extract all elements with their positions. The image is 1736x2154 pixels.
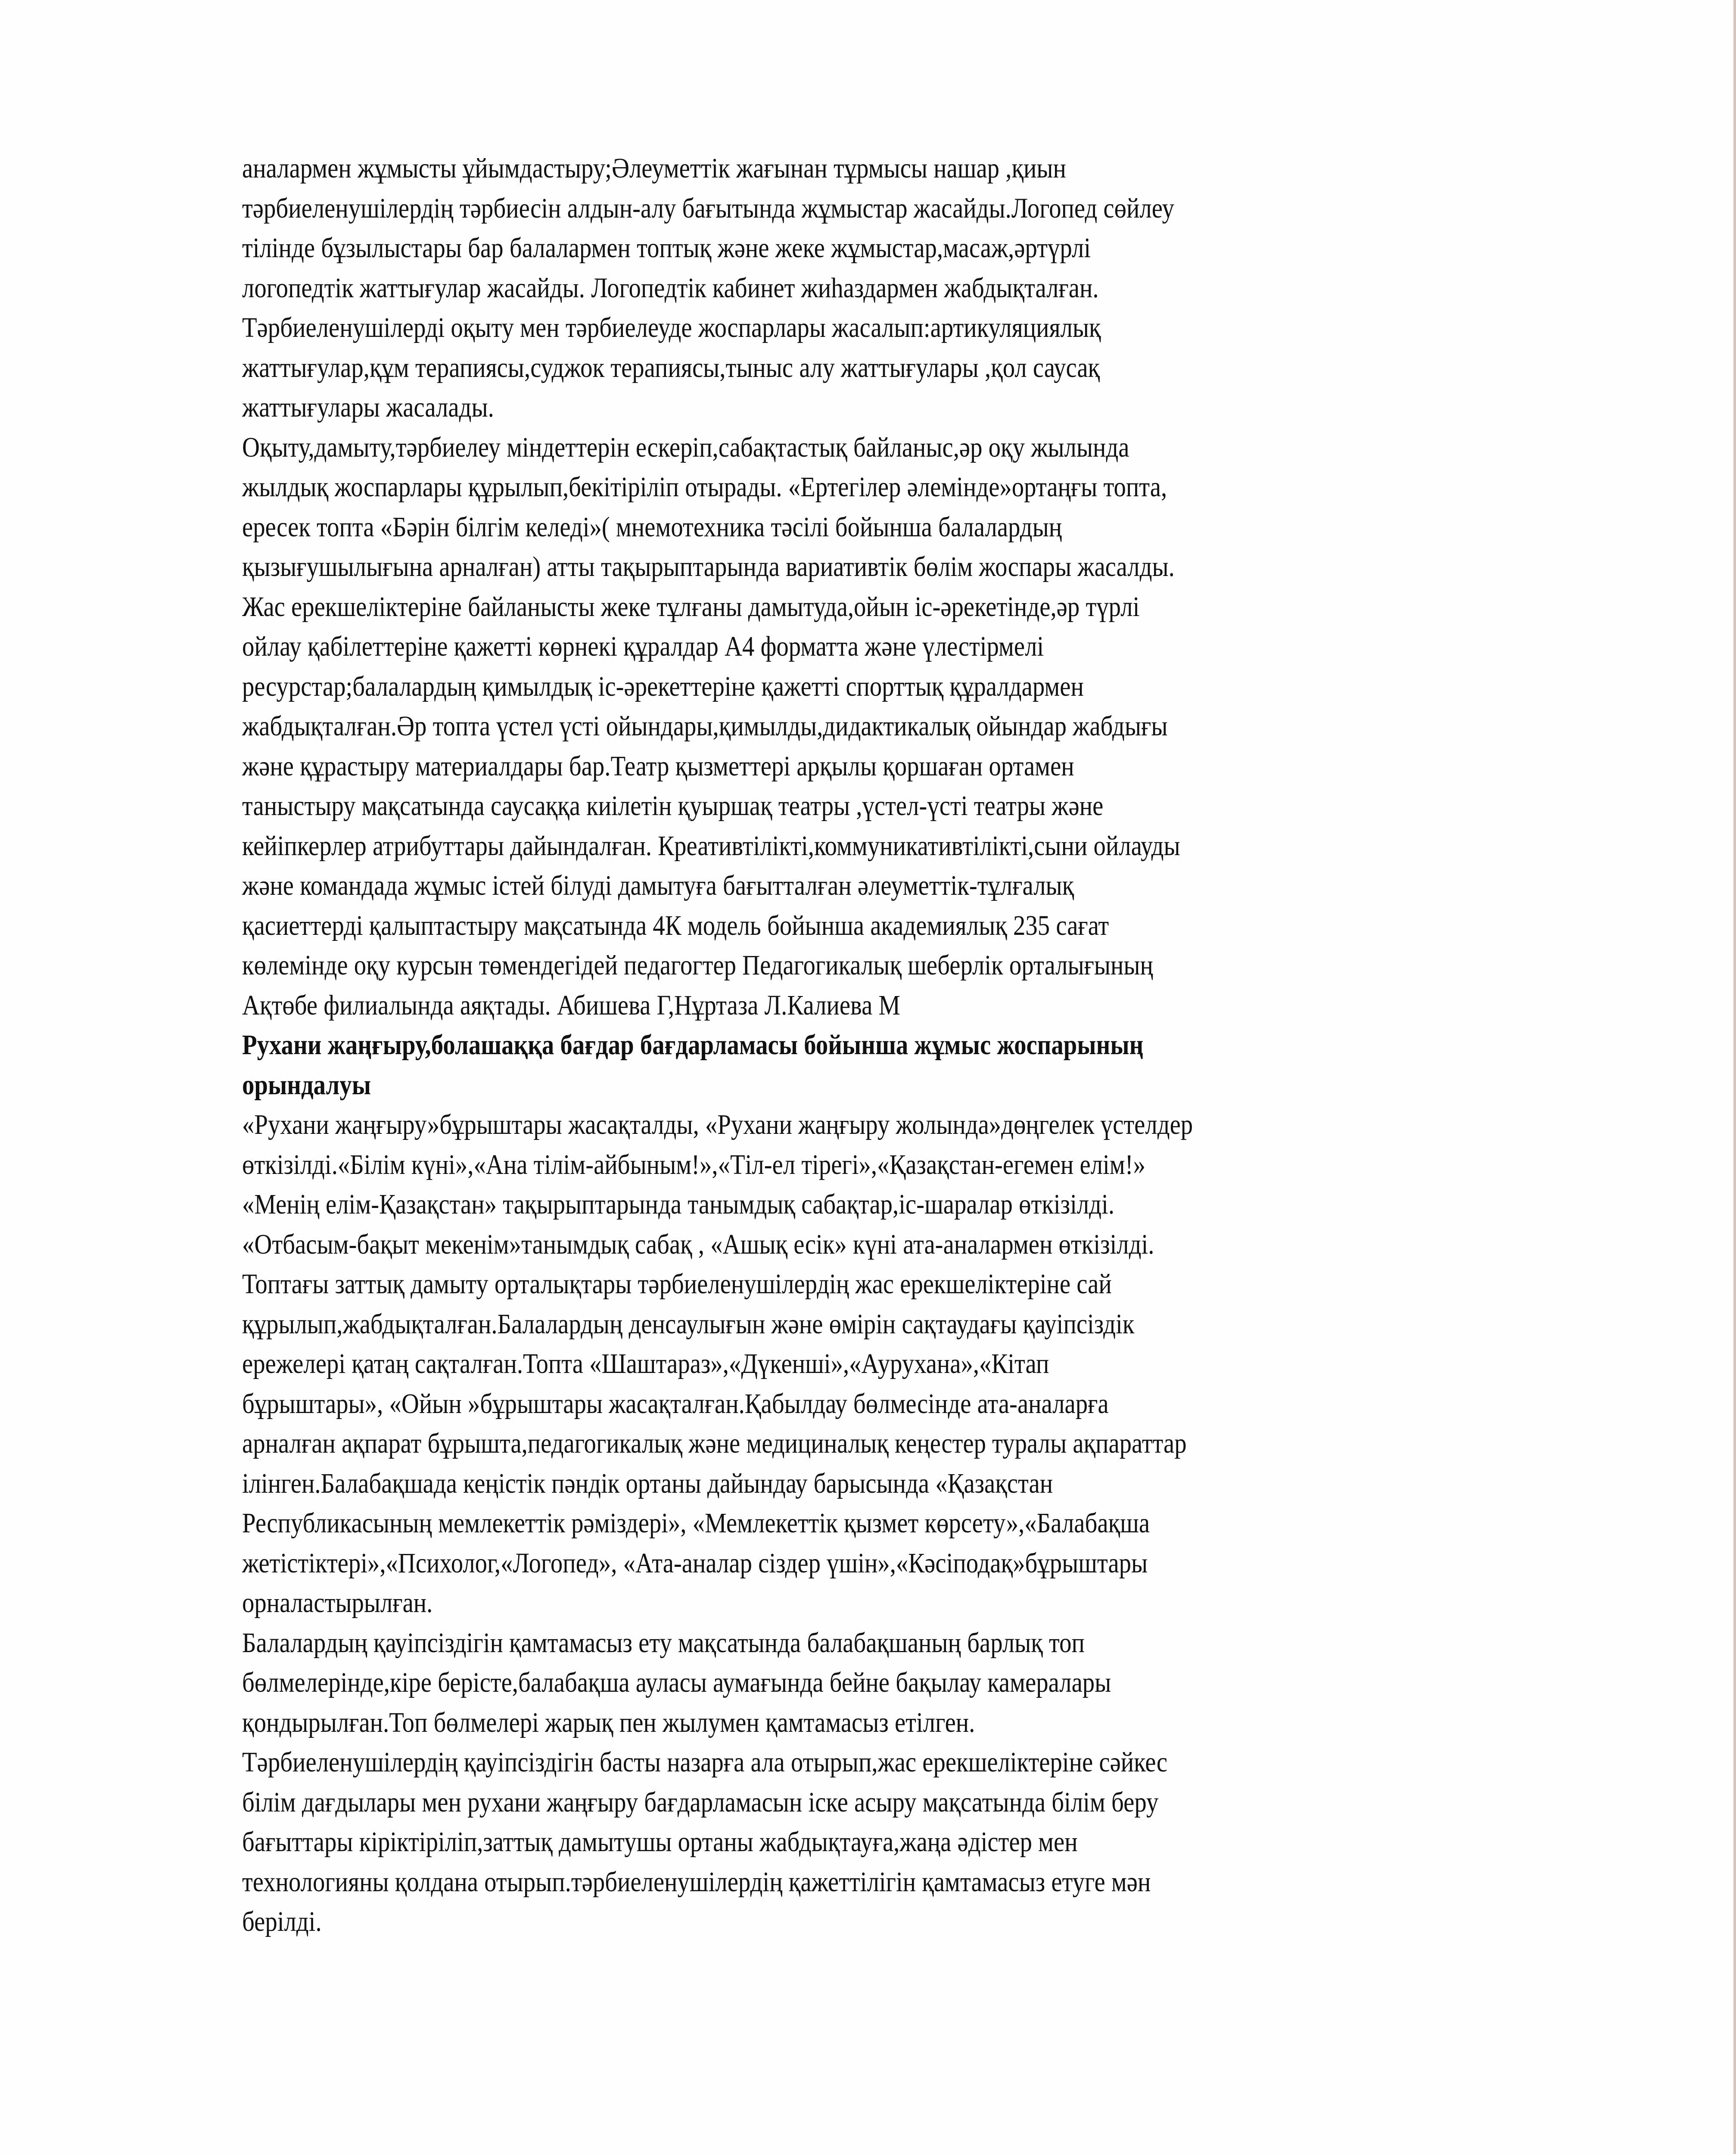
paragraph [242, 1105, 1428, 1623]
text-line: Ақтөбе филиалында аяқтады. Абишева Г,Нұртаза Л.Калиева М [242, 989, 900, 1021]
text-line: жылдық жоспарлары құрылып,бекітіріліп отырады. «Ертегілер әлемінде»ортаңғы топта, [242, 471, 1167, 503]
text-line: Жас ерекшеліктеріне байланысты жеке тұлғаны дамытуда,ойын іс-әрекетінде,әр түрлі [242, 591, 1140, 623]
text-line: өткізілді.«Білім күні»,«Ана тілім-айбыным!»,«Тіл-ел тірегі»,«Қазақстан-егемен елім!» [242, 1149, 1145, 1180]
text-line: кейіпкерлер атрибуттары дайындалған. Креативтілікті,коммуникативтілікті,сыни ойлауды [242, 830, 1180, 862]
text-line: арналған ақпарат бұрышта,педагогикалық және медициналық кеңестер туралы ақпараттар [242, 1428, 1187, 1459]
text-line: құрылып,жабдықталған.Балалардың денсаулығын және өмірін сақтаудағы қауіпсіздік [242, 1308, 1135, 1340]
paragraph [242, 1623, 1428, 1942]
text-line: бөлмелерінде,кіре берісте,балабақша ауласы аумағында бейне бақылау камералары [242, 1667, 1111, 1698]
text-line: жетістіктері»,«Психолог,«Логопед», «Ата-аналар сіздер үшін»,«Кәсіподақ»бұрыштары [242, 1547, 1148, 1579]
text-line: көлемінде оқу курсын төмендегідей педагогтер Педагогикалық шеберлік орталығының [242, 949, 1153, 981]
text-line: ойлау қабілеттеріне қажетті көрнекі құралдар А4 форматта және үлестірмелі [242, 631, 1044, 662]
text-line: Оқыту,дамыту,тәрбиелеу міндеттерін ескеріп,сабақтастық байланыс,әр оқу жылында [242, 431, 1129, 463]
document-body [242, 149, 1428, 1942]
text-line: таныстыру мақсатында саусаққа киілетін қуыршақ театры ,үстел-үсті театры және [242, 790, 1104, 822]
text-line: Тәрбиеленушілерді оқыту мен тәрбиелеуде жоспарлары жасалып:артикуляциялық [242, 312, 1101, 343]
text-line: білім дағдылары мен рухани жаңғыру бағдарламасын іске асыру мақсатында білім беру [242, 1786, 1159, 1818]
text-line: Республикасының мемлекеттік рәміздері», «Мемлекеттік қызмет көрсету»,«Балабақша [242, 1507, 1150, 1539]
text-line: қызығушылығына арналған) атты тақырыптарында вариативтік бөлім жоспары жасалды. [242, 551, 1175, 582]
text-line: бұрыштары», «Ойын »бұрыштары жасақталған.Қабылдау бөлмесінде ата-аналарға [242, 1388, 1109, 1419]
text-line: ережелері қатаң сақталған.Топта «Шаштараз»,«Дүкенші»,«Аурухана»,«Кітап [242, 1348, 1049, 1379]
text-line: Балалардың қауіпсіздігін қамтамасыз ету мақсатында балабақшаның барлық топ [242, 1627, 1085, 1659]
text-line: орналастырылған. [242, 1587, 433, 1619]
text-line: бағыттары кіріктіріліп,заттық дамытушы ортаны жабдықтауға,жаңа әдістер мен [242, 1826, 1078, 1858]
text-line: жаттығулары жасалады. [242, 392, 494, 423]
paragraph [242, 149, 1428, 428]
text-line: аналармен жұмысты ұйымдастыру;Әлеуметтік жағынан тұрмысы нашар ,қиын [242, 153, 1066, 184]
text-line: қасиеттерді қалыптастыру мақсатында 4К модель бойынша академиялық 235 сағат [242, 909, 1109, 941]
text-line: және командада жұмыс істей білуді дамытуға бағытталған әлеуметтік-тұлғалық [242, 870, 1074, 901]
text-line: Тәрбиеленушілердің қауіпсіздігін басты назарға ала отырып,жас ерекшеліктеріне сәйкес [242, 1746, 1168, 1778]
text-line: жабдықталған.Әр топта үстел үсті ойындары,қимылды,дидактикалық ойындар жабдығы [242, 710, 1168, 742]
text-line: «Менің елім-Қазақстан» тақырыптарында танымдық сабақтар,іс-шаралар өткізілді. [242, 1189, 1115, 1220]
text-line: берілді. [242, 1906, 322, 1937]
heading-line: Рухани жаңғыру,болашаққа бағдар бағдарламасы бойынша жұмыс жоспарының [242, 1029, 1144, 1061]
text-line: тәрбиеленушілердің тәрбиесін алдын-алу бағытында жұмыстар жасайды.Логопед сөйлеу [242, 192, 1174, 224]
text-line: технологияны қолдана отырып.тәрбиеленушілердің қажеттілігін қамтамасыз етуге мән [242, 1866, 1151, 1898]
text-line: логопедтік жаттығулар жасайды. Логопедтік кабинет жиһаздармен жабдықталған. [242, 272, 1099, 304]
text-line: жаттығулар,құм терапиясы,суджок терапиясы,тыныс алу жаттығулары ,қол саусақ [242, 352, 1100, 383]
section-heading [242, 1025, 1428, 1105]
text-line: қондырылған.Топ бөлмелері жарық пен жылумен қамтамасыз етілген. [242, 1706, 975, 1738]
text-line: Топтағы заттық дамыту орталықтары тәрбиеленушілердің жас ерекшеліктеріне сай [242, 1268, 1112, 1300]
heading-line: орындалуы [242, 1069, 371, 1101]
text-line: және құрастыру материалдары бар.Театр қызметтері арқылы қоршаған ортамен [242, 750, 1074, 782]
text-line: ресурстар;балалардың қимылдық іс-әрекеттеріне қажетті спорттық құралдармен [242, 670, 1084, 702]
paragraph [242, 428, 1428, 1026]
text-line: «Рухани жаңғыру»бұрыштары жасақталды, «Рухани жаңғыру жолында»дөңгелек үстелдер [242, 1109, 1193, 1140]
text-line: тілінде бұзылыстары бар балалармен топтық және жеке жұмыстар,масаж,әртүрлі [242, 232, 1091, 264]
text-line: «Отбасым-бақыт мекенім»танымдық сабақ , «Ашық есік» күні ата-аналармен өткізілді. [242, 1228, 1154, 1260]
text-line: ілінген.Балабақшада кеңістік пәндік ортаны дайындау барысында «Қазақстан [242, 1467, 1053, 1499]
text-line: ересек топта «Бәрін білгім келеді»( мнемотехника тәсілі бойынша балалардың [242, 511, 1062, 543]
